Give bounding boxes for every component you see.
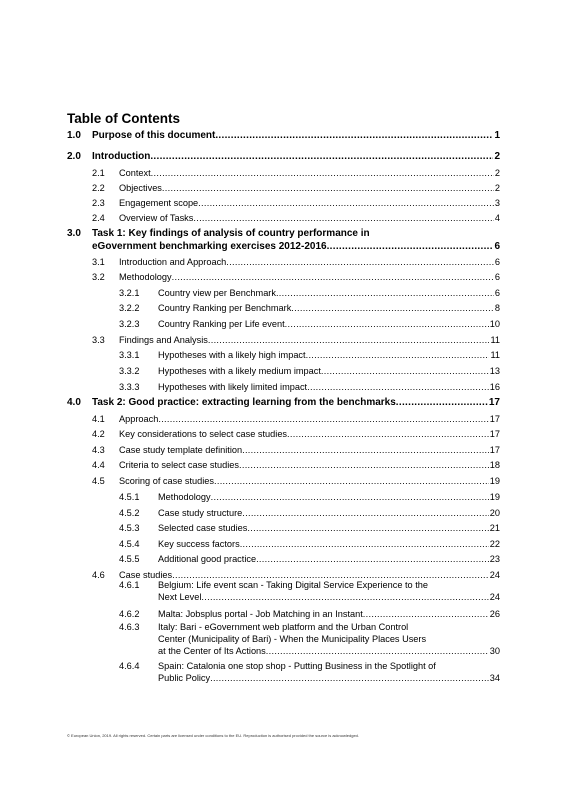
toc-page-number: 8 [494,303,500,313]
toc-entry-title: Country Ranking per Benchmark [158,303,292,313]
toc-page-number: 20 [489,508,500,518]
toc-entry-number: 4.4 [92,460,105,470]
toc-entry-number: 4.6.3 [119,622,140,632]
toc-entry-number: 3.2.3 [119,319,140,329]
dot-leader [327,241,494,254]
toc-page-number: 19 [489,476,500,486]
toc-entry-number: 3.1 [92,257,105,267]
toc-entry-4-6-4[interactable] [119,660,500,684]
toc-entry-3-0[interactable] [67,228,500,253]
toc-page-number: 19 [489,492,500,502]
dot-leader [215,130,493,143]
toc-entry-3-3-3[interactable] [119,381,500,393]
toc-entry-title: Selected case studies [158,523,248,533]
toc-title: Table of Contents [67,111,180,126]
toc-entry-number: 4.5 [92,476,105,486]
toc-page-number: 18 [489,460,500,470]
toc-entry-number: 4.5.2 [119,508,140,518]
toc-entry-number: 4.3 [92,445,105,455]
toc-entry-title: Task 1: Key findings of analysis of country performance in [92,228,370,239]
toc-entry-number: 3.2.1 [119,288,140,298]
toc-entry-title: at the Center of Its Actions [158,646,266,656]
toc-page-number: 6 [494,288,500,298]
toc-entry-4-1[interactable] [92,413,500,425]
toc-entry-number: 4.5.3 [119,523,140,533]
toc-entry-title: Methodology [119,272,172,282]
toc-entry-title: Belgium: Life event scan - Taking Digital Service Experience to the [158,580,428,590]
toc-entry-number: 3.3 [92,335,105,345]
toc-entry-number: 3.2.2 [119,303,140,313]
toc-page-number: 4 [494,213,500,223]
toc-entry-3-1[interactable] [92,256,500,268]
toc-entry-title: Spain: Catalonia one stop shop - Putting Business in the Spotlight of [158,661,436,671]
toc-page-number: 17 [489,414,500,424]
toc-entry-3-2-3[interactable] [119,318,500,330]
toc-entry-number: 3.2 [92,272,105,282]
toc-entry-4-5-1[interactable] [119,491,500,503]
dot-leader [158,413,488,425]
toc-page-number: 11 [490,350,500,360]
toc-entry-title: Country Ranking per Life event [158,319,285,329]
toc-entry-number: 4.6.1 [119,580,140,590]
toc-entry-title: Scoring of case studies [119,476,214,486]
dot-leader [291,302,494,314]
dot-leader [151,167,494,179]
toc-entry-title: Key considerations to select case studies [119,429,288,439]
toc-entry-title: Engagement scope [119,198,199,208]
toc-entry-1-0[interactable] [67,130,500,143]
toc-entry-number: 3.3.3 [119,382,140,392]
toc-page-number: 2 [494,151,500,162]
toc-entry-title: Center (Municipality of Bari) - When the Municipality Places Users [158,634,427,644]
toc-entry-4-4[interactable] [92,459,500,471]
toc-entry-2-4[interactable] [92,212,500,224]
dot-leader [198,197,494,209]
toc-entry-4-5-4[interactable] [119,538,500,550]
toc-page-number: 16 [489,382,500,392]
toc-entry-4-5-3[interactable] [119,522,500,534]
toc-page-number: 6 [494,240,500,252]
toc-page-number: 10 [489,319,500,329]
toc-entry-number: 4.5.1 [119,492,140,502]
dot-leader [396,397,488,410]
toc-entry-3-3-2[interactable] [119,365,500,377]
toc-entry-number: 4.5.5 [119,554,140,564]
dot-leader [226,256,494,268]
toc-entry-title: Case studies [119,570,173,580]
toc-entry-title: Objectives [119,183,162,193]
toc-page-number: 22 [489,539,500,549]
toc-entry-title: Methodology [158,492,211,502]
toc-entry-4-6-2[interactable] [119,608,500,620]
toc-page-number: 24 [489,592,500,602]
toc-entry-title: Task 2: Good practice: extracting learning from the benchmarks [92,397,396,408]
dot-leader [214,475,489,487]
toc-entry-number: 3.3.1 [119,350,140,360]
toc-page-number: 30 [489,646,500,656]
dot-leader [193,212,494,224]
toc-entry-title: Hypotheses with a likely medium impact [158,366,321,376]
toc-entry-number: 2.3 [92,198,105,208]
toc-entry-title: Overview of Tasks [119,213,194,223]
toc-entry-number: 4.5.4 [119,539,140,549]
toc-page-number: 1 [494,130,500,141]
toc-entry-number: 4.6.4 [119,661,140,671]
toc-entry-number: 4.6 [92,570,105,580]
toc-entry-number: 4.1 [92,414,105,424]
toc-entry-4-6-3[interactable] [119,621,500,657]
dot-leader [211,491,489,503]
toc-entry-title: Approach [119,414,159,424]
toc-entry-3-2-2[interactable] [119,302,500,314]
dot-leader [307,381,489,393]
toc-entry-3-2-1[interactable] [119,287,500,299]
dot-leader [276,287,494,299]
toc-page-number: 24 [489,570,500,580]
toc-entry-title: Malta: Jobsplus portal - Job Matching in an Instant [158,609,363,619]
dot-leader [150,151,493,164]
copyright-footer: © European Union, 2019. All rights reserved. Certain parts are licensed under conditions to the EU. Reproduction is authorised provided the source is acknowledged. [67,733,360,738]
dot-leader [239,459,489,471]
toc-entry-title: Introduction [92,151,151,162]
toc-entry-3-2[interactable] [92,271,500,283]
toc-entry-2-1[interactable] [92,167,500,179]
toc-page-number: 6 [494,257,500,267]
toc-entry-number: 3.3.2 [119,366,140,376]
toc-page-number: 6 [494,272,500,282]
toc-entry-4-5-5[interactable] [119,553,500,565]
toc-entry-title: Key success factors [158,539,240,549]
dot-leader [240,538,489,550]
dot-leader [172,271,494,283]
dot-leader [363,608,489,620]
dot-leader [285,318,489,330]
toc-entry-2-0[interactable] [67,151,500,164]
toc-entry-number: 4.2 [92,429,105,439]
toc-entry-title: Case study structure [158,508,243,518]
toc-entry-title: Context [119,168,151,178]
toc-entry-2-3[interactable] [92,197,500,209]
toc-page-number: 23 [489,554,500,564]
toc-entry-number: 1.0 [67,130,81,141]
toc-entry-title: Hypotheses with likely limited impact [158,382,308,392]
dot-leader [287,428,489,440]
dot-leader [321,365,489,377]
toc-page-number: 34 [489,673,500,683]
toc-entry-4-6-1[interactable] [119,579,500,603]
toc-entry-4-5[interactable] [92,475,500,487]
toc-page-number: 17 [488,397,500,408]
toc-entry-title: Additional good practice [158,554,257,564]
toc-entry-4-2[interactable] [92,428,500,440]
toc-entry-number: 2.2 [92,183,105,193]
toc-entry-3-3-1[interactable] [119,349,500,361]
toc-entry-title: Findings and Analysis [119,335,208,345]
toc-entry-title: Introduction and Approach [119,257,227,267]
toc-entry-3-3[interactable] [92,334,500,346]
toc-entry-title: Criteria to select case studies [119,460,239,470]
toc-page-number: 26 [489,609,500,619]
toc-page-number: 11 [490,335,500,345]
toc-entry-number: 4.6.2 [119,609,140,619]
dot-leader [210,672,489,684]
toc-entry-number: 2.0 [67,151,81,162]
toc-page-number: 21 [489,523,500,533]
toc-entry-title: Next Level [158,592,202,602]
dot-leader [242,507,489,519]
dot-leader [242,444,489,456]
toc-entry-title: Case study template definition [119,445,243,455]
toc-entry-title: Public Policy [158,673,211,683]
toc-page-number: 17 [489,445,500,455]
toc-entry-2-2[interactable] [92,182,500,194]
toc-page-number: 13 [489,366,500,376]
toc-page-number: 2 [494,168,500,178]
toc-entry-title: Italy: Bari - eGovernment web platform and the Urban Control [158,622,409,632]
toc-page-number: 3 [494,198,500,208]
dot-leader [162,182,494,194]
dot-leader [247,522,488,534]
dot-leader [208,334,490,346]
dot-leader [266,645,489,657]
dot-leader [256,553,489,565]
dot-leader [306,349,490,361]
toc-entry-number: 3.0 [67,228,81,239]
toc-entry-4-3[interactable] [92,444,500,456]
toc-entry-title: Hypotheses with a likely high impact [158,350,306,360]
toc-entry-title: eGovernment benchmarking exercises 2012-2016 [92,240,327,252]
toc-entry-4-0[interactable] [67,397,500,410]
dot-leader [201,591,488,603]
toc-entry-number: 2.1 [92,168,105,178]
toc-entry-number: 4.0 [67,397,81,408]
toc-entry-number: 2.4 [92,213,105,223]
toc-page-number: 2 [494,183,500,193]
toc-entry-title: Country view per Benchmark [158,288,276,298]
toc-entry-4-5-2[interactable] [119,507,500,519]
toc-entry-title: Purpose of this document [92,130,216,141]
toc-page-number: 17 [489,429,500,439]
